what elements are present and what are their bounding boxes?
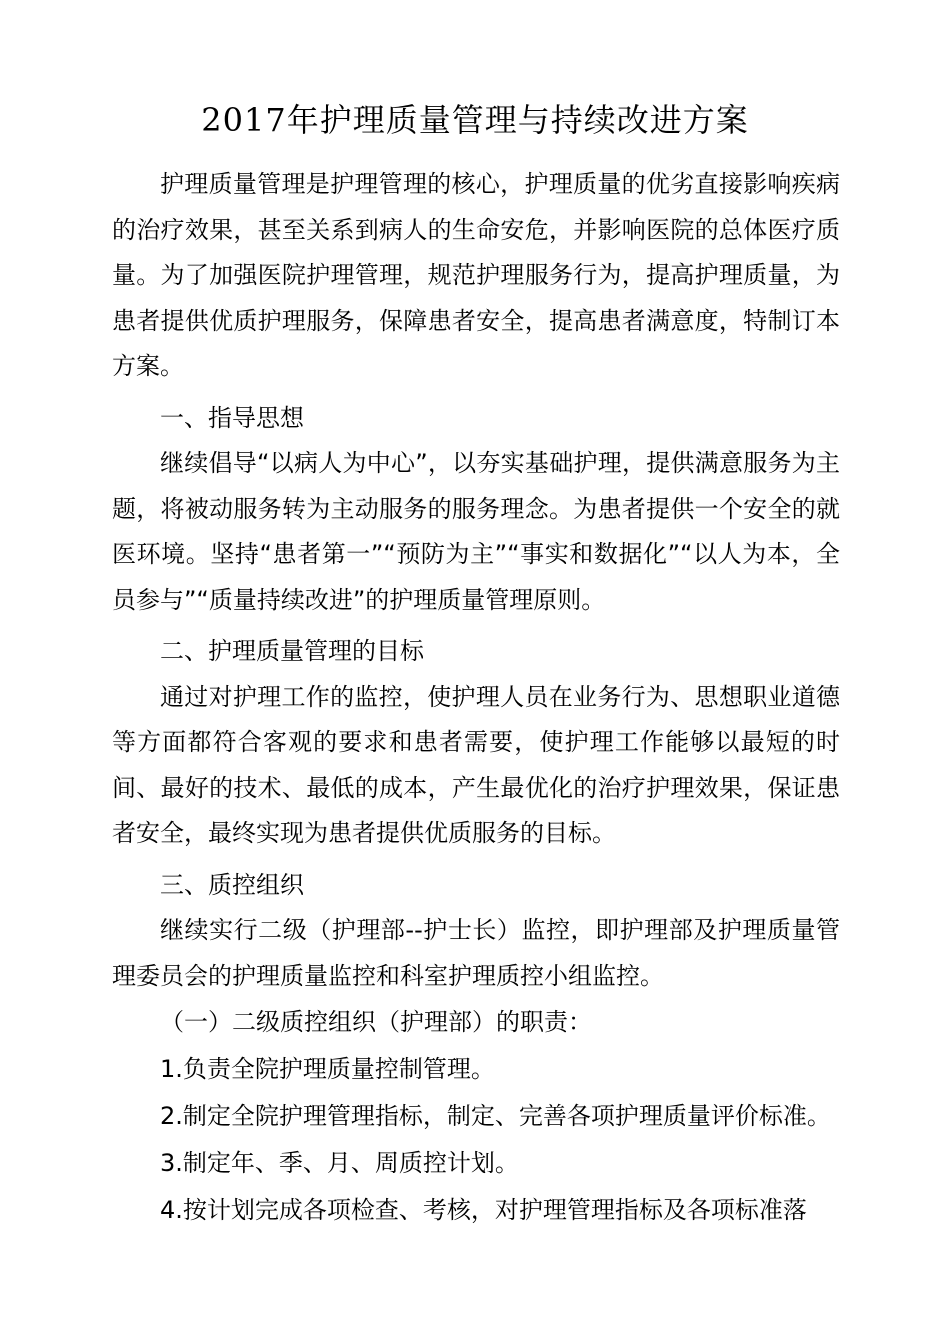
section-heading-qc-organization: 三、质控组织 [160,870,304,899]
list-item: 2.制定全院护理管理指标，制定、完善各项护理质量评价标准。 [160,1102,831,1130]
list-item: 1.负责全院护理质量控制管理。 [160,1055,495,1083]
section-heading-quality-goals: 二、护理质量管理的目标 [160,637,424,665]
section-paragraph-qc-organization: 继续实行二级（护理部--护士长）监控，即护理部及护理质量管理委员会的护理质量监控和科室护理质控小组监控。 [112,916,840,990]
subsection-heading-responsibilities: （一）二级质控组织（护理部）的职责： [160,1008,592,1036]
section-paragraph-guiding-ideology: 继续倡导“以病人为中心”，以夯实基础护理，提供满意服务为主题，将被动服务转为主动服务的服务理念。为患者提供一个安全的就医环境。坚持“患者第一”“预防为主”“事实和数据化”“以人为本，全员参与”“质量持续改进”的护理质量管理原则。 [112,449,840,614]
document-title: 2017年护理质量管理与持续改进方案 [201,101,749,139]
document-body [112,162,840,1234]
list-item: 4.按计划完成各项检查、考核，对护理管理指标及各项标准落 [160,1196,807,1224]
intro-paragraph: 护理质量管理是护理管理的核心，护理质量的优劣直接影响疾病的治疗效果，甚至关系到病人的生命安危，并影响医院的总体医疗质量。为了加强医院护理管理，规范护理服务行为，提高护理质量，为患者提供优质护理服务，保障患者安全，提高患者满意度，特制订本方案。 [112,170,840,380]
section-paragraph-quality-goals: 通过对护理工作的监控，使护理人员在业务行为、思想职业道德等方面都符合客观的要求和患者需要，使护理工作能够以最短的时间、最好的技术、最低的成本，产生最优化的治疗护理效果，保证患者安全，最终实现为患者提供优质服务的目标。 [112,682,840,847]
section-heading-guiding-ideology: 一、指导思想 [160,403,304,432]
list-item: 3.制定年、季、月、周质控计划。 [160,1149,519,1177]
